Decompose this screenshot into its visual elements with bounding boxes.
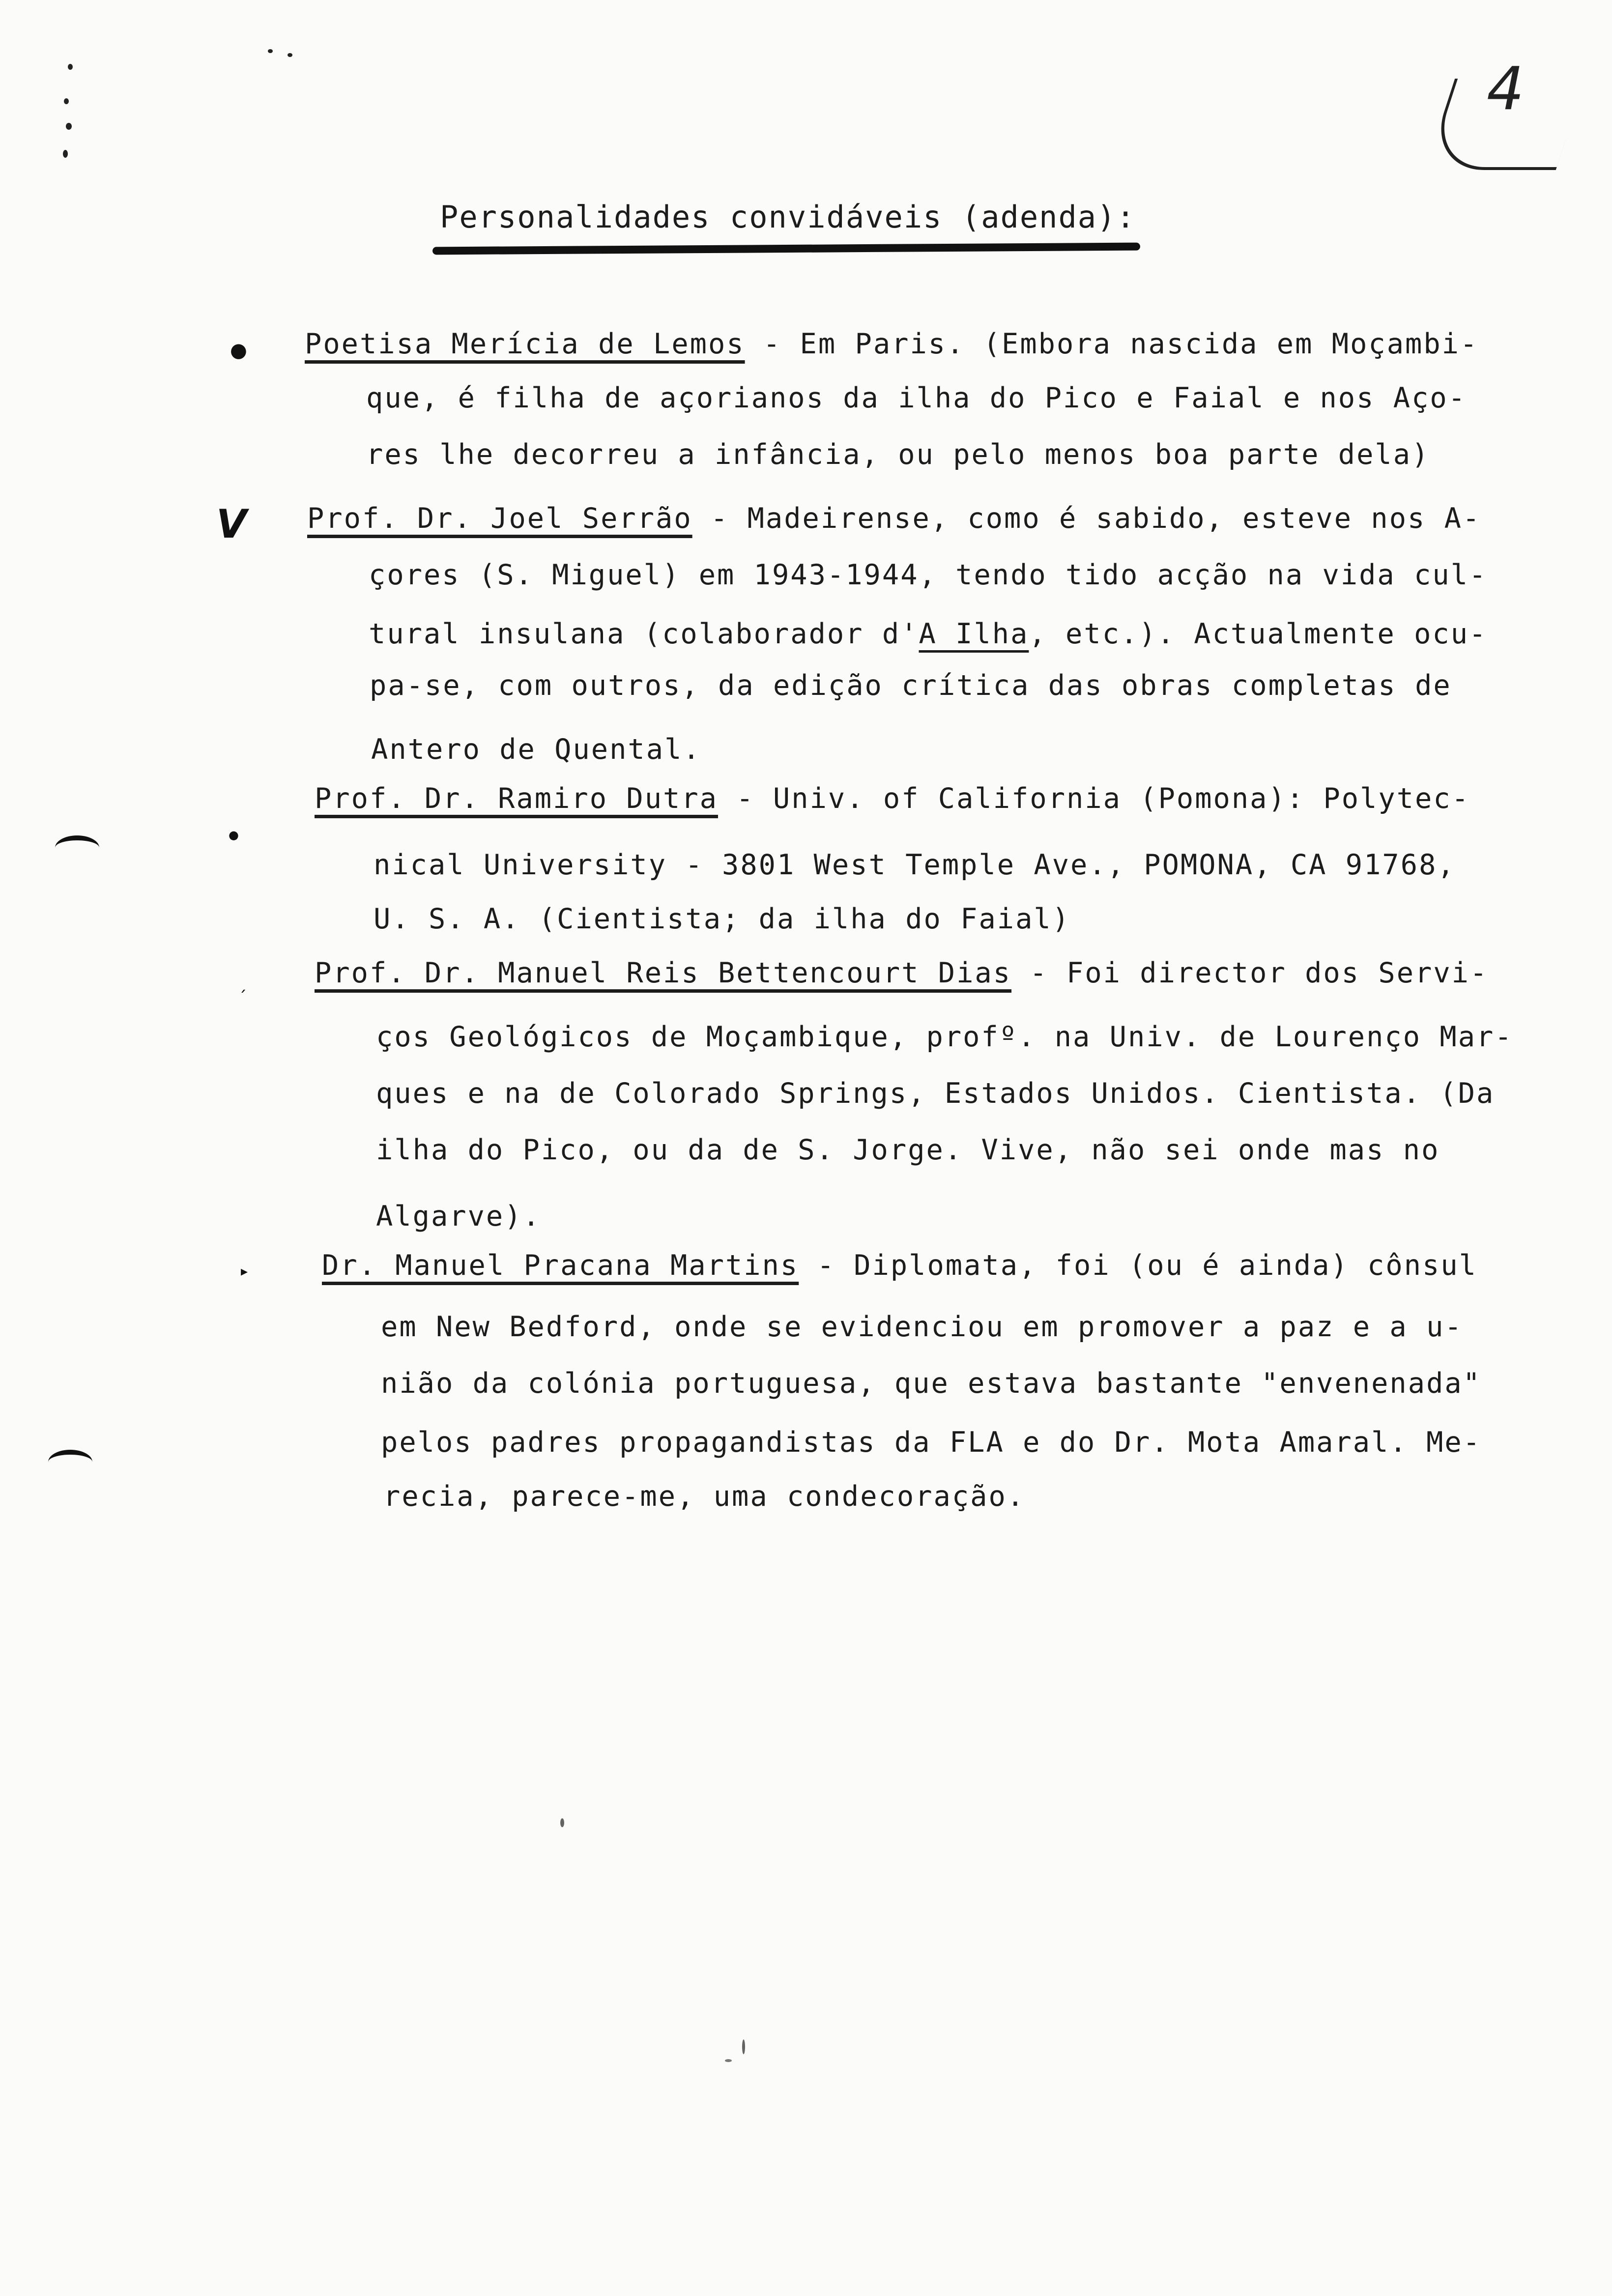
entry-2-line-4: pa-se, com outros, da edição crítica das obras completas de xyxy=(370,669,1452,702)
entry-4-line-4: ilha do Pico, ou da de S. Jorge. Vive, não sei onde mas no xyxy=(376,1134,1440,1166)
entry-1-name: Poetisa Merícia de Lemos xyxy=(305,328,745,360)
arrow-mark-icon: ▸ xyxy=(241,1263,248,1279)
entry-3-line-1: Prof. Dr. Ramiro Dutra - Univ. of California (Pomona): Polytec- xyxy=(315,782,1470,815)
punch-dot xyxy=(288,53,292,57)
page-number xyxy=(1440,55,1578,172)
entry-3-line-2: nical University - 3801 West Temple Ave., POMONA, CA 91768, xyxy=(374,849,1456,881)
page-title: Personalidades convidáveis (adenda): xyxy=(440,199,1136,235)
tick-mark-icon: ˊ xyxy=(238,988,247,1007)
entry-4-name: Prof. Dr. Manuel Reis Bettencourt Dias xyxy=(315,957,1012,989)
entry-2-line-5: Antero de Quental. xyxy=(371,733,701,766)
entry-4-line-5: Algarve). xyxy=(376,1200,541,1233)
entry-4-line-1: Prof. Dr. Manuel Reis Bettencourt Dias - Foi director dos Servi- xyxy=(315,957,1489,989)
entry-5-line-3: nião da colónia portuguesa, que estava bastante "envenenada" xyxy=(381,1367,1482,1400)
entry-2-line-3: tural insulana (colaborador d'A Ilha, etc.). Actualmente ocu- xyxy=(369,618,1488,650)
entry-2-line-2: çores (S. Miguel) em 1943-1944, tendo tido acção na vida cul- xyxy=(369,559,1488,591)
entry-2-name: Prof. Dr. Joel Serrão xyxy=(307,502,692,535)
punch-dot xyxy=(64,98,69,104)
title-underline xyxy=(432,243,1140,255)
scan-speck xyxy=(742,2039,745,2054)
entry-2-line-1: Prof. Dr. Joel Serrão - Madeirense, como é sabido, esteve nos A- xyxy=(307,502,1481,535)
page-number-value: 4 xyxy=(1487,55,1525,123)
entry-5-line-1: Dr. Manuel Pracana Martins - Diplomata, foi (ou é ainda) cônsul xyxy=(322,1249,1477,1282)
entry-1-line-2: que, é filha de açorianos da ilha do Pico e Faial e nos Aço- xyxy=(366,382,1467,414)
entry-5-line-4: pelos padres propagandistas da FLA e do Dr. Mota Amaral. Me- xyxy=(381,1426,1482,1459)
punch-dot xyxy=(68,64,73,70)
entry-4-line-3: ques e na de Colorado Springs, Estados Unidos. Cientista. (Da xyxy=(376,1077,1495,1110)
journal-title: A Ilha xyxy=(919,618,1029,650)
check-mark-icon: V xyxy=(216,501,247,547)
punch-hole-arc-icon xyxy=(55,835,99,860)
punch-dot xyxy=(66,123,72,130)
entry-1-line-1: Poetisa Merícia de Lemos - Em Paris. (Embora nascida em Moçambi- xyxy=(305,328,1479,360)
entry-3-line-3: U. S. A. (Cientista; da ilha do Faial) xyxy=(374,903,1071,935)
entry-5-line-5: recia, parece-me, uma condecoração. xyxy=(383,1480,1026,1513)
bullet-icon: ● xyxy=(229,828,239,842)
entry-5-name: Dr. Manuel Pracana Martins xyxy=(322,1249,799,1282)
entry-5-line-2: em New Bedford, onde se evidenciou em promover a paz e a u- xyxy=(381,1311,1463,1343)
punch-dot xyxy=(268,49,273,53)
entry-3-name: Prof. Dr. Ramiro Dutra xyxy=(315,782,718,815)
entry-1-line-3: res lhe decorreu a infância, ou pelo menos boa parte dela) xyxy=(366,438,1430,471)
scan-speck xyxy=(725,2059,732,2062)
bullet-icon: ● xyxy=(230,339,247,362)
punch-hole-arc-icon xyxy=(48,1450,92,1474)
punch-dot xyxy=(63,150,68,158)
scan-speck xyxy=(560,1818,564,1827)
entry-4-line-2: ços Geológicos de Moçambique, profº. na Univ. de Lourenço Mar- xyxy=(376,1021,1513,1053)
